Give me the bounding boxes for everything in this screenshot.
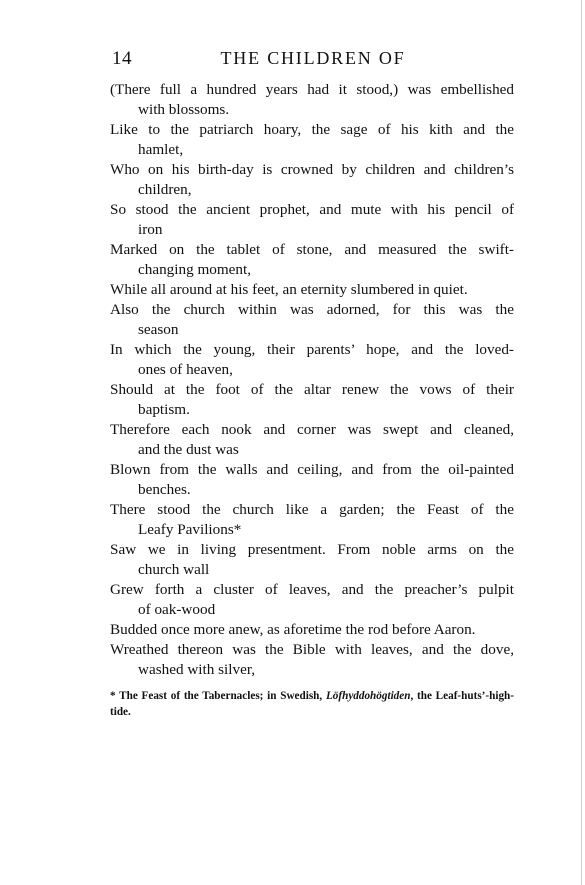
- poem-line-continuation: children,: [138, 181, 192, 198]
- poem-line-continuation: changing moment,: [138, 261, 252, 278]
- poem-line: (There full a hundred years had it stood,) was embellished: [110, 81, 514, 98]
- poem-line: In which the young, their parents’ hope, and the loved-: [110, 341, 514, 358]
- poem-line: There stood the church like a garden; the Feast of the: [110, 501, 514, 518]
- poem-line: Should at the foot of the altar renew the vows of their: [110, 381, 514, 398]
- poem-line-continuation: benches.: [138, 481, 191, 498]
- poem-line: Grew forth a cluster of leaves, and the preacher’s pulpit: [110, 581, 514, 598]
- poem-line: Therefore each nook and corner was swept and cleaned,: [110, 421, 514, 438]
- poem-line: Wreathed thereon was the Bible with leaves, and the dove,: [110, 641, 514, 658]
- poem-line: Blown from the walls and ceiling, and from the oil-painted: [110, 461, 514, 478]
- poem-line-continuation: of oak-wood: [138, 601, 216, 618]
- poem-line-continuation: with blossoms.: [138, 101, 230, 118]
- poem-line: Who on his birth-day is crowned by children and children’s: [110, 161, 514, 178]
- page-header: [112, 48, 514, 72]
- poem-line: Marked on the tablet of stone, and measured the swift-: [110, 241, 514, 258]
- poem-line-continuation: hamlet,: [138, 141, 184, 158]
- footnote-text-start: * The Feast of the Tabernacles; in Swedish,: [110, 690, 326, 702]
- footnote-text-end: , the Leaf-huts’-high-tide.: [110, 690, 514, 718]
- poem-text: [110, 80, 514, 680]
- poem-line: Budded once more anew, as aforetime the rod before Aaron.: [110, 621, 476, 638]
- poem-line: Saw we in living presentment. From noble arms on the: [110, 541, 514, 558]
- poem-line-continuation: baptism.: [138, 401, 190, 418]
- poem-line-continuation: ones of heaven,: [138, 361, 233, 378]
- poem-line-continuation: and the dust was: [138, 441, 239, 458]
- running-title: THE CHILDREN OF: [220, 48, 406, 68]
- page-edge: [581, 0, 582, 885]
- page-number: 14: [112, 48, 132, 69]
- poem-line-continuation: season: [138, 321, 179, 338]
- poem-line: Like to the patriarch hoary, the sage of his kith and the: [110, 121, 514, 138]
- poem-line: So stood the ancient prophet, and mute with his pencil of: [110, 201, 514, 218]
- footnote-swedish-term: Löfhyddohögtiden: [325, 690, 411, 702]
- poem-line-continuation: iron: [138, 221, 163, 238]
- poem-line-continuation: washed with silver,: [138, 661, 256, 678]
- poem-line-continuation: Leafy Pavilions*: [138, 521, 242, 538]
- footnote: [110, 688, 514, 720]
- poem-line: Also the church within was adorned, for this was the: [110, 301, 514, 318]
- poem-line: While all around at his feet, an eternity slumbered in quiet.: [110, 281, 468, 298]
- poem-line-continuation: church wall: [138, 561, 210, 578]
